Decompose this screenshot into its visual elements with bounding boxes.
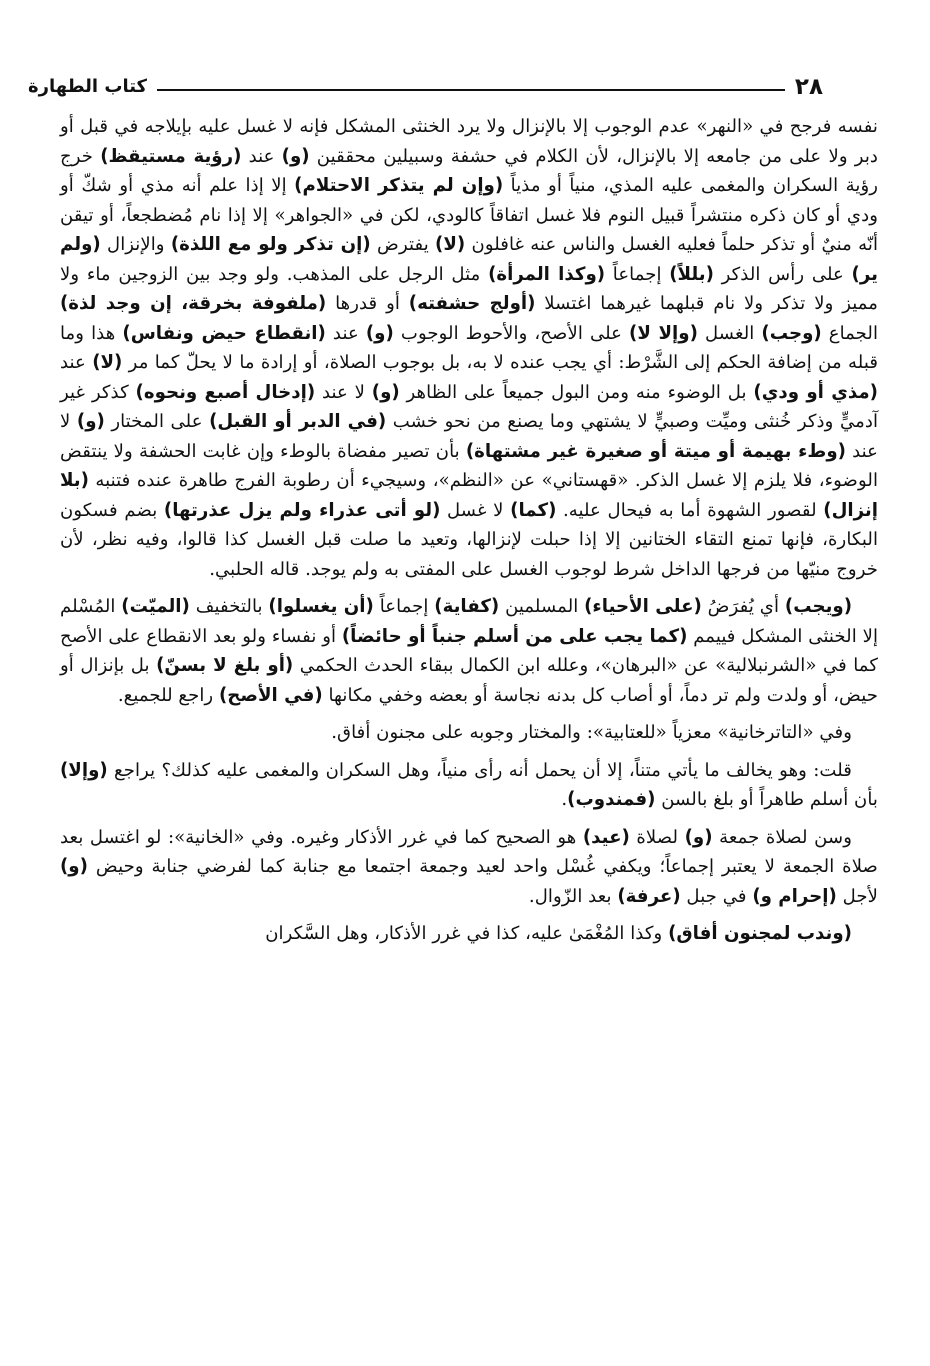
commentary-text: بعد الزّوال. xyxy=(528,885,618,907)
commentary-text: كذكر غير آدميٍّ وذكر خُنثى وميِّت وصبيٍّ لا يشتهي وما يصنع من نحو خشب xyxy=(60,381,879,432)
bold-matn-text: (عيد) xyxy=(582,826,630,848)
bold-matn-text: (و) xyxy=(684,826,713,848)
bold-matn-text: (و) xyxy=(371,381,400,403)
commentary-text: . xyxy=(561,789,568,810)
bold-matn-text: (في الأصح) xyxy=(218,684,323,706)
commentary-text: هذا وما قبله من إضافة الحكم إلى الشَّرْط: أي يجب عنده لا به، بل بوجوب الصلاة، أو إرادة ما لا يحلّ كما مر xyxy=(60,322,879,373)
commentary-text: مثل الرجل على المذهب. ولو وجد بين الزوجين ماء ولا مميز ولا تذكر ولا نام قبلهما غيرهما اغتسلا xyxy=(60,263,879,314)
commentary-text: أي يُفرَضُ xyxy=(701,596,785,617)
commentary-text: على المختار xyxy=(104,411,210,432)
bold-matn-text: (بلا إنزال) xyxy=(60,470,878,521)
page-header xyxy=(28,62,823,102)
commentary-text: لا عند xyxy=(60,411,878,462)
bold-matn-text: (لا) xyxy=(435,234,466,255)
commentary-text: الغسل xyxy=(697,322,762,344)
bold-matn-text: (في الدبر أو القبل) xyxy=(209,411,387,432)
bold-matn-text: (على الأحياء) xyxy=(584,596,702,617)
commentary-text: بأن تصير مفضاة بالوطء وإن غابت الحشفة ولا ينتقض الوضوء، فلا يلزم إلا غسل الذكر. «قهستاني» عن «النظم»، وسيجيء أن رطوبة الفرج طاهرة عنده فتنبه xyxy=(60,440,878,491)
commentary-text: لأجل xyxy=(836,885,878,907)
commentary-text: والإنزال xyxy=(100,234,171,255)
bold-matn-text: (مذي أو ودي) xyxy=(753,381,878,403)
bold-matn-text: (و) xyxy=(365,322,394,344)
header-rule xyxy=(157,89,785,91)
commentary-text: بل الوضوء منه ومن البول جميعاً على الظاهر xyxy=(399,381,754,403)
bold-matn-text: (وإلا لا) xyxy=(629,322,698,344)
bold-matn-text: (و) xyxy=(281,145,310,167)
commentary-text: وسن لصلاة جمعة xyxy=(712,826,852,848)
commentary-text: قلت: وهو يخالف ما يأتي متناً، إلا أن يحمل أنه رأى منياً، وهل السكران والمغمى عليه كذلك؟ يراجع xyxy=(107,759,852,781)
commentary-text: راجع للجميع. xyxy=(117,684,219,706)
commentary-text: لا عند xyxy=(315,381,372,403)
commentary-text: بل بإنزال أو حيض، أو ولدت ولم تر دماً، أو أصاب كل بدنه نجاسة أو بعضه وخفي مكانها xyxy=(60,655,878,706)
commentary-text: إلا إذا علم أنه مذي أو شكّ أو ودي أو كان ذكره منتشراً قبيل النوم فلا غسل اتفاقاً كالودي، لكن في «الجواهر» إلا إذا نام مُضطجعاً، أو تيقن أنّه منيٌ أو تذكر حلماً فعليه الغسل والناس عنه غافلون xyxy=(60,175,879,255)
bold-matn-text: (وجب) xyxy=(761,322,822,344)
commentary-text: بالتخفيف xyxy=(189,596,269,617)
bold-matn-text: (لو أتى عذراء ولم يزل عذرتها) xyxy=(163,499,441,521)
page-number: ٢٨ xyxy=(794,74,823,100)
bold-matn-text: (كما) xyxy=(510,499,557,521)
commentary-text: خرج رؤية السكران والمغمى عليه المذي، منياً أو مذياً xyxy=(60,145,879,196)
commentary-text: إجماعاً xyxy=(605,263,670,285)
paragraph xyxy=(60,718,878,748)
bold-matn-text: (وإن لم يتذكر الاحتلام) xyxy=(294,175,504,196)
bold-matn-text: (ولم ير) xyxy=(60,234,879,285)
commentary-text: المُسْلم إلا الخنثى المشكل فييمم xyxy=(60,596,878,647)
bold-matn-text: (عرفة) xyxy=(617,885,681,907)
commentary-text: يفترض xyxy=(370,234,436,255)
bold-matn-text: (الميّت) xyxy=(121,596,190,617)
bold-matn-text: (إن تذكر ولو مع اللذة) xyxy=(170,234,371,255)
bold-matn-text: (أو بلغ لا بسنّ) xyxy=(156,655,294,676)
commentary-text: لا غسل xyxy=(440,499,511,521)
commentary-text: عند xyxy=(241,145,282,167)
paragraph xyxy=(60,756,878,815)
bold-matn-text: (و) xyxy=(76,411,105,432)
paragraph xyxy=(60,592,878,710)
commentary-text: أو نفساء ولو بعد الانقطاع على الأصح كما في «الشرنبلالية» عن «البرهان»، وعلله ابن الكمال ببقاء الحدث الحكمي xyxy=(60,625,878,676)
commentary-text: على الأصح، والأحوط الوجوب xyxy=(393,322,630,344)
bold-matn-text: (أولج حشفته) xyxy=(408,293,536,314)
commentary-text: في جبل xyxy=(680,885,753,907)
commentary-text: هو الصحيح كما في غرر الأذكار وغيره. وفي «الخانية»: لو اغتسل بعد صلاة الجمعة لا يعتبر إجماعاً؛ ويكفي غُسْل واحد لعيد وجمعة اجتمعا مع جنابة كما لفرضي جنابة وحيض xyxy=(60,826,878,877)
commentary-text: أو قدرها xyxy=(326,293,409,314)
bold-matn-text: (بللاً) xyxy=(669,263,714,285)
bold-matn-text: (وندب لمجنون أفاق) xyxy=(668,923,852,944)
commentary-text: نفسه فرجح في «النهر» عدم الوجوب إلا بالإنزال ولا يرد الخنثى المشكل فإنه لا غسل عليه بإيلاجه في قبل أو دبر ولا على من جامعه إلا بالإنزال، لأن الكلام في حشفة وسبيلين محققين xyxy=(60,116,879,167)
paragraph xyxy=(60,112,878,584)
bold-matn-text: (كما يجب على من أسلم جنباً أو حائضاً) xyxy=(341,625,688,647)
commentary-text: لقصور الشهوة أما به فيحال عليه. xyxy=(556,499,824,521)
bold-matn-text: (وكذا المرأة) xyxy=(488,263,606,285)
commentary-text: وكذا المُغْمَىٰ عليه، كذا في غرر الأذكار، وهل السَّكران xyxy=(265,923,669,944)
commentary-text: الجماع xyxy=(821,322,879,344)
commentary-text: وفي «التاترخانية» معزياً «للعتابية»: والمختار وجوبه على مجنون أفاق. xyxy=(331,722,852,743)
commentary-text: بضم فسكون البكارة، فإنها تمنع التقاء الختانين إلا إذا حبلت لإنزالها، وتعيد ما صلت قبل الغسل كذا قالوا، وفيه نظر، لأن خروج منيّها من فرجها الداخل شرط لوجوب الغسل على المفتى به ولم يوجد. قاله الحلبي. xyxy=(60,499,878,580)
commentary-text: إجماعاً xyxy=(373,596,435,617)
commentary-text: لصلاة xyxy=(629,826,685,848)
bold-matn-text: (لا) xyxy=(92,352,123,373)
commentary-text: بأن أسلم طاهراً أو بلغ بالسن xyxy=(655,789,878,810)
commentary-text: عند xyxy=(60,352,93,373)
paragraph xyxy=(60,919,878,949)
bold-matn-text: (وإلا) xyxy=(60,759,108,781)
commentary-text: على رأس الذكر xyxy=(713,263,852,285)
page-body xyxy=(60,112,878,949)
paragraph xyxy=(60,823,878,912)
bold-matn-text: (كفاية) xyxy=(434,596,500,617)
bold-matn-text: (انقطاع حيض ونفاس) xyxy=(122,322,326,344)
book-title: كتاب الطهارة xyxy=(28,76,148,97)
bold-matn-text: (فمندوب) xyxy=(567,789,656,810)
commentary-text: المسلمين xyxy=(499,596,585,617)
bold-matn-text: (ملفوفة بخرقة، إن وجد لذة) xyxy=(60,293,327,314)
bold-matn-text: (إدخال أصبع ونحوه) xyxy=(135,381,316,403)
bold-matn-text: (إحرام و) xyxy=(752,885,837,907)
bold-matn-text: (ويجب) xyxy=(784,596,853,617)
bold-matn-text: (و) xyxy=(60,856,88,877)
commentary-text: عند xyxy=(325,322,366,344)
bold-matn-text: (وطء بهيمة أو ميتة أو صغيرة غير مشتهاة) xyxy=(465,440,846,462)
bold-matn-text: (أن يغسلوا) xyxy=(268,596,374,617)
bold-matn-text: (رؤية مستيقظ) xyxy=(100,145,242,167)
